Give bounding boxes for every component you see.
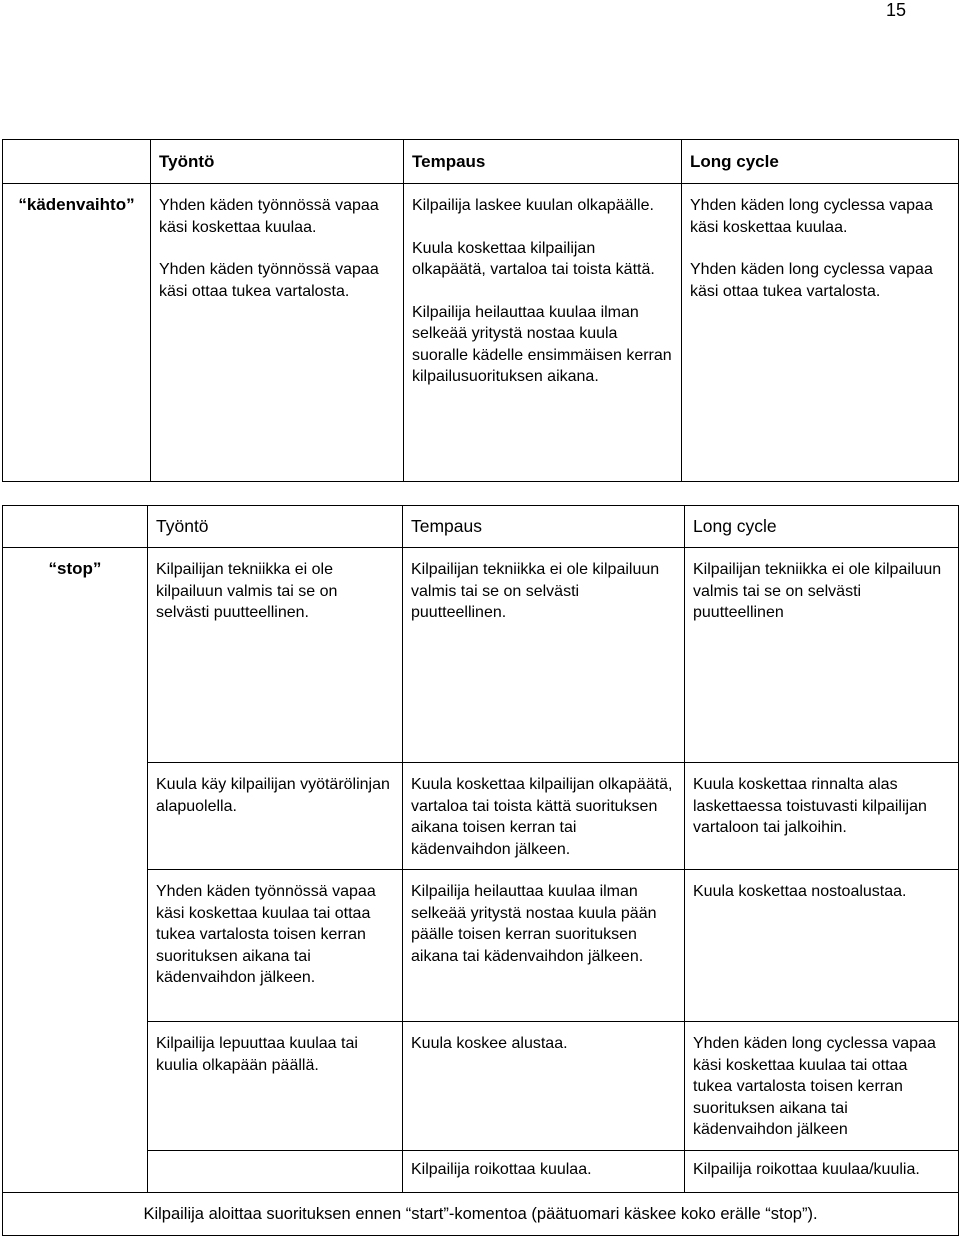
tyonto-cell <box>151 184 404 482</box>
long-cycle-cell <box>685 548 959 763</box>
rule-text: Yhden käden long cyclessa vapaa käsi koskettaa kuulaa. <box>690 197 933 236</box>
header-cell <box>682 140 959 184</box>
rule-text: Kilpailija laskee kuulan olkapäälle. <box>412 197 654 214</box>
tyonto-cell <box>148 1151 403 1193</box>
rule-text: Kuula koskee alustaa. <box>411 1035 568 1052</box>
rule-text: Kuula koskettaa kilpailijan olkapäätä, vartaloa tai toista kättä suorituksen aikana toisen kerran tai kädenvaihdon jälkeen. <box>411 776 673 858</box>
rule-text: Kilpailija heilauttaa kuulaa ilman selkeää yritystä nostaa kuula suoralle kädelle ensimmäisen kerran kilpailusuorituksen aikana. <box>412 303 672 385</box>
tyonto-cell <box>148 548 403 763</box>
stop-table <box>2 505 959 1236</box>
header-cell <box>151 140 404 184</box>
rule-text: Yhden käden työnnössä vapaa käsi koskettaa kuulaa. <box>159 197 379 236</box>
long-cycle-cell <box>685 1151 959 1193</box>
row-label-stop: “stop” <box>48 559 102 578</box>
rule-text: Kuula koskettaa rinnalta alas laskettaessa toistuvasti kilpailijan vartaloon tai jalkoihin. <box>693 776 927 836</box>
rule-text: Kilpailija roikottaa kuulaa/kuulia. <box>693 1161 920 1178</box>
header-empty-cell <box>3 140 151 184</box>
kadenvaihto-table <box>2 139 959 482</box>
column-header-long-cycle: Long cycle <box>693 516 777 536</box>
rule-text: Yhden käden long cyclessa vapaa käsi ottaa tukea vartalosta. <box>690 261 933 300</box>
row-label-cell <box>3 184 151 482</box>
row-label-kadenvaihto: “kädenvaihto” <box>18 195 135 214</box>
column-header-tempaus: Tempaus <box>411 516 483 536</box>
tempaus-cell <box>403 548 685 763</box>
rule-text: Kilpailijan tekniikka ei ole kilpailuun valmis tai se on selvästi puutteellinen. <box>411 561 660 621</box>
rule-text: Kuula koskettaa kilpailijan olkapäätä, vartaloa tai toista kättä. <box>412 239 655 278</box>
tempaus-cell <box>403 1151 685 1193</box>
rule-text: Kuula koskettaa nostoalustaa. <box>693 883 907 900</box>
header-empty-cell <box>3 506 148 548</box>
column-header-tempaus: Tempaus <box>412 151 486 171</box>
rule-text: Kilpailija roikottaa kuulaa. <box>411 1161 592 1178</box>
tyonto-cell <box>148 763 403 870</box>
header-cell <box>404 140 682 184</box>
rule-text: Kuula käy kilpailijan vyötärölinjan alapuolella. <box>156 776 390 815</box>
table-row <box>3 548 959 763</box>
table-header-row <box>3 506 959 548</box>
rule-text: Yhden käden työnnössä vapaa käsi koskettaa kuulaa tai ottaa tukea vartalosta toisen kerran suorituksen aikana tai kädenvaihdon jälkeen. <box>156 883 376 986</box>
long-cycle-cell <box>685 1022 959 1151</box>
footer-cell <box>3 1193 959 1236</box>
tempaus-cell <box>404 184 682 482</box>
tyonto-cell <box>148 870 403 1022</box>
rule-text: Yhden käden työnnössä vapaa käsi ottaa tukea vartalosta. <box>159 261 379 300</box>
tempaus-cell <box>403 1022 685 1151</box>
table-row <box>3 184 959 482</box>
long-cycle-cell <box>682 184 959 482</box>
column-header-tyonto: Työntö <box>159 151 215 171</box>
tempaus-cell <box>403 763 685 870</box>
rule-text: Kilpailija heilauttaa kuulaa ilman selkeää yritystä nostaa kuula pään päälle toisen kerran suorituksen aikana tai kädenvaihdon jälkeen. <box>411 883 657 965</box>
header-cell <box>403 506 685 548</box>
table-footer-row <box>3 1193 959 1236</box>
table-header-row <box>3 140 959 184</box>
footer-text: Kilpailija aloittaa suorituksen ennen “start”-komentoa (päätuomari käskee koko erälle “stop”). <box>143 1204 818 1223</box>
rule-text: Kilpailija lepuuttaa kuulaa tai kuulia olkapään päällä. <box>156 1035 358 1074</box>
tyonto-cell <box>148 1022 403 1151</box>
rule-text: Kilpailijan tekniikka ei ole kilpailuun valmis tai se on selvästi puutteellinen <box>693 561 942 621</box>
column-header-tyonto: Työntö <box>156 516 209 536</box>
rule-text: Kilpailijan tekniikka ei ole kilpailuun valmis tai se on selvästi puutteellinen. <box>156 561 338 621</box>
page-number: 15 <box>885 0 906 20</box>
header-cell <box>685 506 959 548</box>
long-cycle-cell <box>685 763 959 870</box>
column-header-long-cycle: Long cycle <box>690 151 779 171</box>
rule-text: Yhden käden long cyclessa vapaa käsi koskettaa kuulaa tai ottaa tukea vartalosta toisen kerran suorituksen aikana tai kädenvaihdon jälkeen <box>693 1035 936 1138</box>
tempaus-cell <box>403 870 685 1022</box>
header-cell <box>148 506 403 548</box>
long-cycle-cell <box>685 870 959 1022</box>
row-label-cell <box>3 548 148 1193</box>
